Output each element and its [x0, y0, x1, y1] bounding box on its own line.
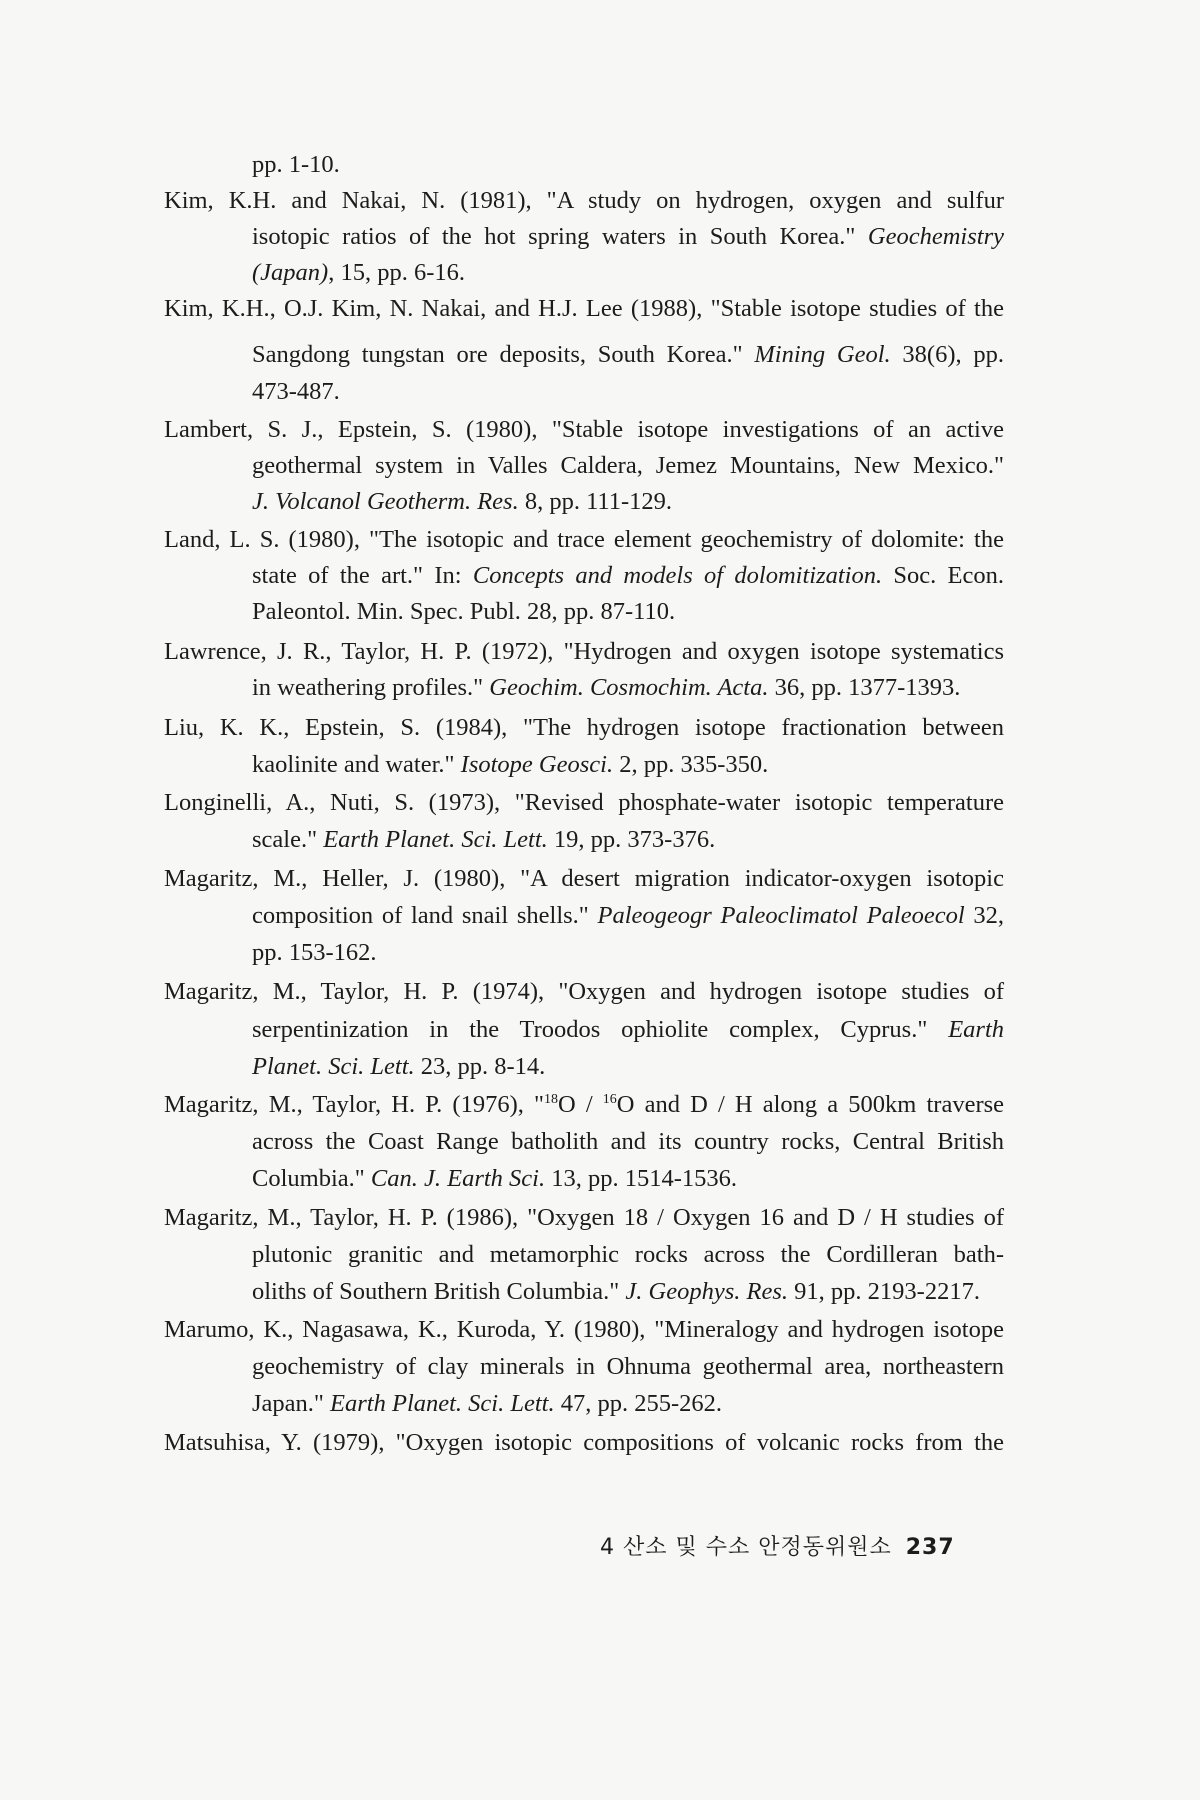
- reference-line: Paleontol. Min. Spec. Publ. 28, pp. 87-110.: [252, 598, 676, 625]
- reference-line: Liu, K. K., Epstein, S. (1984), "The hydrogen isotope fractionation between: [164, 714, 1004, 741]
- reference-line: composition of land snail shells." Paleogeogr Paleoclimatol Paleoecol 32,: [252, 902, 1004, 929]
- reference-line: serpentinization in the Troodos ophiolite complex, Cyprus." Earth: [252, 1016, 1004, 1043]
- reference-line: kaolinite and water." Isotope Geosci. 2, pp. 335-350.: [252, 751, 769, 778]
- reference-line: oliths of Southern British Columbia." J. Geophys. Res. 91, pp. 2193-2217.: [252, 1278, 980, 1305]
- reference-line: Magaritz, M., Taylor, H. P. (1986), "Oxygen 18 / Oxygen 16 and D / H studies of: [164, 1204, 1004, 1231]
- reference-line: state of the art." In: Concepts and models of dolomitization. Soc. Econ.: [252, 562, 1005, 589]
- reference-line: geochemistry of clay minerals in Ohnuma geothermal area, northeastern: [252, 1353, 1004, 1380]
- reference-line: in weathering profiles." Geochim. Cosmochim. Acta. 36, pp. 1377-1393.: [252, 674, 961, 701]
- chapter-title: 4 산소 및 수소 안정동위원소: [600, 1535, 892, 1560]
- page-number: 237: [905, 1535, 955, 1560]
- page-footer: [600, 1530, 955, 1561]
- reference-line: geothermal system in Valles Caldera, Jemez Mountains, New Mexico.": [252, 452, 1004, 479]
- reference-line: Matsuhisa, Y. (1979), "Oxygen isotopic compositions of volcanic rocks from the: [164, 1429, 1004, 1456]
- reference-line: Kim, K.H. and Nakai, N. (1981), "A study on hydrogen, oxygen and sulfur: [164, 187, 1004, 214]
- reference-line: pp. 1-10.: [252, 151, 340, 178]
- reference-line: isotopic ratios of the hot spring waters in South Korea." Geochemistry: [252, 223, 1004, 250]
- reference-line: (Japan), 15, pp. 6-16.: [252, 259, 465, 286]
- reference-line: Lambert, S. J., Epstein, S. (1980), "Stable isotope investigations of an active: [164, 416, 1004, 443]
- reference-line: across the Coast Range batholith and its country rocks, Central British: [252, 1128, 1004, 1155]
- reference-line: J. Volcanol Geotherm. Res. 8, pp. 111-129.: [252, 488, 673, 515]
- reference-line: Japan." Earth Planet. Sci. Lett. 47, pp. 255-262.: [252, 1390, 723, 1417]
- reference-line: pp. 153-162.: [252, 939, 377, 966]
- reference-line: Longinelli, A., Nuti, S. (1973), "Revised phosphate-water isotopic temperature: [164, 789, 1004, 816]
- reference-line: Magaritz, M., Heller, J. (1980), "A desert migration indicator-oxygen isotopic: [164, 865, 1004, 892]
- reference-line: 473-487.: [252, 378, 340, 405]
- reference-line: Columbia." Can. J. Earth Sci. 13, pp. 1514-1536.: [252, 1165, 738, 1192]
- reference-line: scale." Earth Planet. Sci. Lett. 19, pp. 373-376.: [252, 826, 716, 853]
- reference-line: Planet. Sci. Lett. 23, pp. 8-14.: [252, 1053, 546, 1080]
- reference-line: Magaritz, M., Taylor, H. P. (1976), "$^{18}$O / $^{16}$O and D / H along a 500km traverse: [164, 1091, 1005, 1118]
- reference-line: Marumo, K., Nagasawa, K., Kuroda, Y. (1980), "Mineralogy and hydrogen isotope: [164, 1316, 1004, 1343]
- reference-line: plutonic granitic and metamorphic rocks across the Cordilleran bath-: [252, 1241, 1004, 1268]
- reference-line: Land, L. S. (1980), "The isotopic and trace element geochemistry of dolomite: the: [164, 526, 1004, 553]
- reference-line: Kim, K.H., O.J. Kim, N. Nakai, and H.J. Lee (1988), "Stable isotope studies of the: [164, 295, 1004, 322]
- reference-line: Lawrence, J. R., Taylor, H. P. (1972), "Hydrogen and oxygen isotope systematics: [164, 638, 1004, 665]
- reference-line: Sangdong tungstan ore deposits, South Korea." Mining Geol. 38(6), pp.: [252, 341, 1004, 368]
- reference-line: Magaritz, M., Taylor, H. P. (1974), "Oxygen and hydrogen isotope studies of: [164, 978, 1004, 1005]
